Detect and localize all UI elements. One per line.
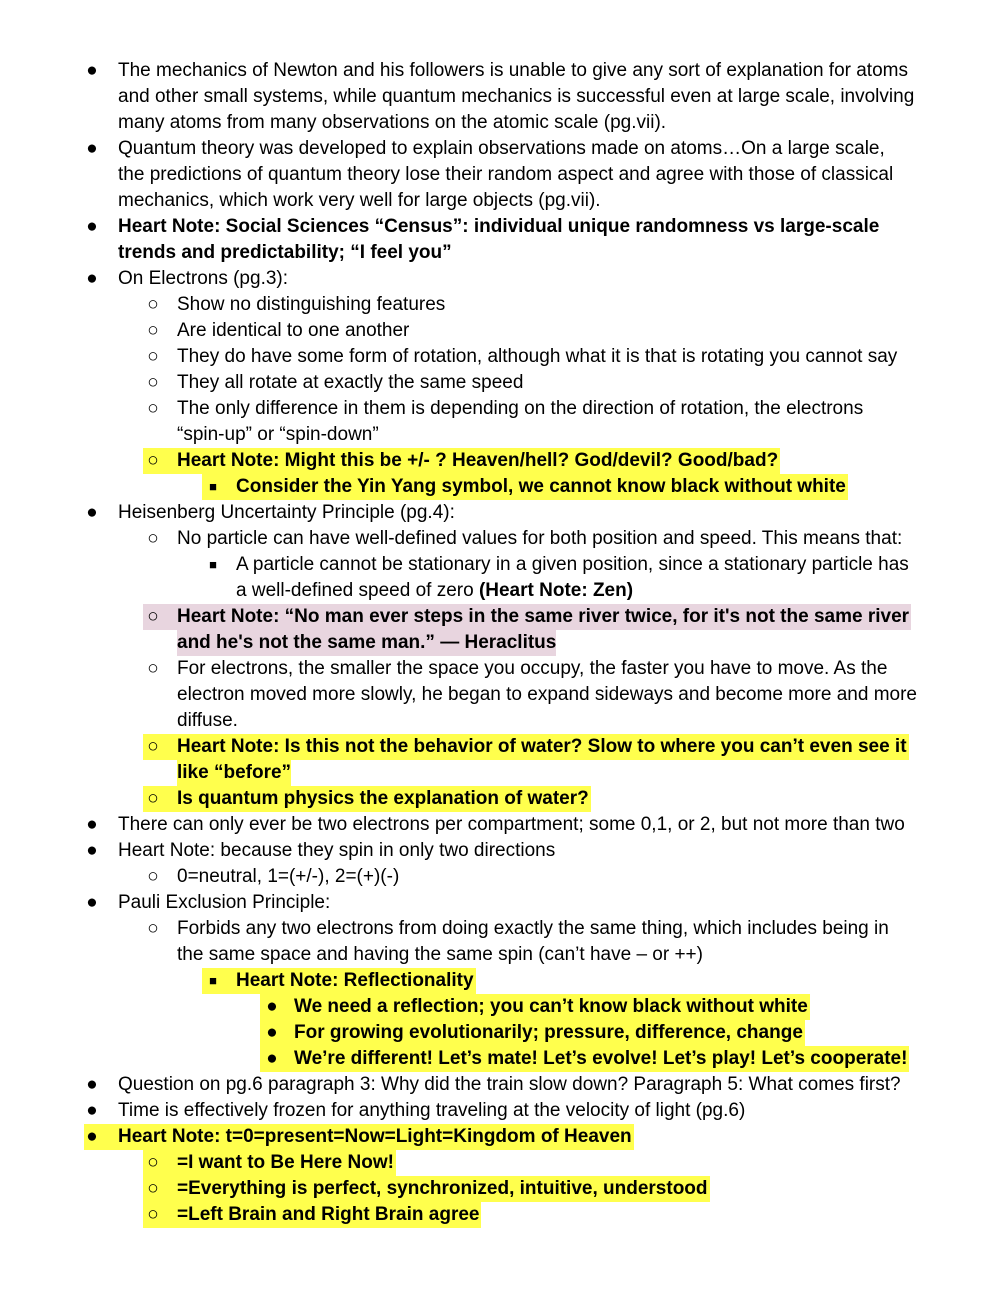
list-item-level-0 — [0, 890, 1000, 916]
list-item-level-0 — [0, 266, 1000, 292]
bullet-icon: ○ — [147, 918, 159, 939]
bullet-icon: ○ — [147, 450, 159, 471]
text-run: We’re different! Let’s mate! Let’s evolve! Let’s play! Let’s cooperate! — [294, 1048, 908, 1069]
text-run: Question on pg.6 paragraph 3: Why did the train slow down? Paragraph 5: What comes first? — [118, 1074, 901, 1095]
list-item-text — [118, 214, 879, 240]
list-item-level-1 — [0, 630, 1000, 656]
list-item-text — [177, 526, 902, 552]
text-run: The only difference in them is depending on the direction of rotation, the electrons — [177, 398, 864, 419]
list-item-level-1 — [0, 1150, 1000, 1176]
bullet-icon: ○ — [147, 1178, 159, 1199]
text-run: For electrons, the smaller the space you occupy, the faster you have to move. As the — [177, 658, 888, 679]
list-item-level-1 — [0, 1202, 1000, 1228]
list-item-level-1 — [0, 682, 1000, 708]
list-item-level-3 — [0, 994, 1000, 1020]
text-run: There can only ever be two electrons per compartment; some 0,1, or 2, but not more than two — [118, 814, 905, 835]
list-item-text — [177, 682, 917, 708]
list-item-level-0 — [0, 110, 1000, 136]
text-run: like “before” — [177, 762, 292, 783]
bullet-icon: ● — [86, 814, 98, 835]
bullet-icon: ○ — [147, 736, 159, 757]
list-item-level-0 — [0, 812, 1000, 838]
bullet-icon: ○ — [147, 866, 159, 887]
list-item-text — [177, 760, 291, 786]
text-run: No particle can have well-defined values for both position and speed. This means that: — [177, 528, 903, 549]
list-item-level-0 — [0, 1072, 1000, 1098]
list-item-level-0 — [0, 188, 1000, 214]
text-run: On Electrons (pg.3): — [118, 268, 289, 289]
list-item-text — [143, 1202, 481, 1228]
text-run: A particle cannot be stationary in a given position, since a stationary particle has — [236, 554, 909, 575]
text-run: trends and predictability; “I feel you” — [118, 242, 452, 263]
list-item-level-2 — [0, 552, 1000, 578]
bullet-icon: ● — [86, 892, 98, 913]
bullet-icon: ● — [86, 1126, 98, 1147]
bullet-icon: ○ — [147, 398, 159, 419]
bullet-icon: ○ — [147, 606, 159, 627]
list-item-text — [260, 1020, 805, 1046]
list-item-text — [177, 422, 379, 448]
list-item-level-1 — [0, 1176, 1000, 1202]
text-run: mechanics, which work very well for large objects (pg.vii). — [118, 190, 601, 211]
list-item-level-1 — [0, 422, 1000, 448]
list-item-level-1 — [0, 864, 1000, 890]
list-item-text — [202, 474, 848, 500]
text-run: many atoms from many observations on the atomic scale (pg.vii). — [118, 112, 667, 133]
list-item-level-1 — [0, 396, 1000, 422]
list-item-level-0 — [0, 240, 1000, 266]
list-item-level-1 — [0, 292, 1000, 318]
text-run: diffuse. — [177, 710, 238, 731]
bullet-icon: ● — [86, 138, 98, 159]
list-item-level-1 — [0, 656, 1000, 682]
list-item-text — [143, 448, 780, 474]
text-run: Heart Note: because they spin in only two directions — [118, 840, 556, 861]
text-run: “spin-up” or “spin-down” — [177, 424, 379, 445]
text-run: Time is effectively frozen for anything traveling at the velocity of light (pg.6) — [118, 1100, 746, 1121]
list-item-level-1 — [0, 526, 1000, 552]
list-item-level-1 — [0, 916, 1000, 942]
text-run: a well-defined speed of zero — [236, 580, 479, 601]
list-item-text — [118, 188, 601, 214]
list-item-text — [143, 786, 591, 812]
text-run: They all rotate at exactly the same speed — [177, 372, 524, 393]
list-item-level-0 — [0, 58, 1000, 84]
bullet-icon: ● — [86, 1100, 98, 1121]
list-item-level-1 — [0, 734, 1000, 760]
text-run: =Everything is perfect, synchronized, intuitive, understood — [177, 1178, 708, 1199]
text-run: Heisenberg Uncertainty Principle (pg.4): — [118, 502, 455, 523]
text-run: 0=neutral, 1=(+/-), 2=(+)(-) — [177, 866, 400, 887]
list-item-text — [118, 1072, 901, 1098]
list-item-level-1 — [0, 370, 1000, 396]
bullet-icon: ○ — [147, 346, 159, 367]
bullet-icon: ● — [266, 1022, 278, 1043]
list-item-text — [84, 1124, 634, 1150]
text-run: Pauli Exclusion Principle: — [118, 892, 331, 913]
list-item-level-2 — [0, 968, 1000, 994]
list-item-level-0 — [0, 1124, 1000, 1150]
text-run: =Left Brain and Right Brain agree — [177, 1204, 480, 1225]
bullet-icon: ○ — [147, 294, 159, 315]
list-item-level-3 — [0, 1020, 1000, 1046]
bullet-icon: ● — [86, 502, 98, 523]
text-run: Quantum theory was developed to explain observations made on atoms…On a large scale, — [118, 138, 885, 159]
text-run: Heart Note: Might this be +/- ? Heaven/hell? God/devil? Good/bad? — [177, 450, 779, 471]
bullet-icon: ● — [86, 840, 98, 861]
list-item-level-0 — [0, 214, 1000, 240]
bullet-icon: ○ — [147, 1204, 159, 1225]
text-run: Heart Note: “No man ever steps in the same river twice, for it's not the same river — [177, 606, 910, 627]
list-item-text — [177, 656, 887, 682]
list-item-text — [143, 1150, 396, 1176]
list-item-level-0 — [0, 500, 1000, 526]
list-item-text — [118, 162, 893, 188]
bullet-icon: ■ — [209, 479, 217, 494]
list-item-text — [118, 58, 908, 84]
text-run: They do have some form of rotation, although what it is that is rotating you cannot say — [177, 346, 898, 367]
bullet-icon: ○ — [147, 372, 159, 393]
heart-note-inline: (Heart Note: Zen) — [478, 580, 634, 601]
text-run: Heart Note: t=0=present=Now=Light=Kingdom of Heaven — [118, 1126, 632, 1147]
list-item-text — [177, 864, 399, 890]
text-run: Forbids any two electrons from doing exactly the same thing, which includes being in — [177, 918, 889, 939]
list-item-text — [143, 1176, 710, 1202]
text-run: Heart Note: Reflectionality — [236, 970, 474, 991]
list-item-text — [118, 838, 555, 864]
text-run: We need a reflection; you can’t know black without white — [294, 996, 808, 1017]
list-item-text — [143, 734, 909, 760]
text-run: and he's not the same man.” — Heraclitus — [177, 632, 557, 653]
text-run: Heart Note: Is this not the behavior of water? Slow to where you can’t even see it — [177, 736, 907, 757]
text-run: Heart Note: Social Sciences “Census”: individual unique randomness vs large-scale — [118, 216, 880, 237]
list-item-level-1 — [0, 708, 1000, 734]
list-item-text — [177, 370, 523, 396]
list-item-text — [118, 240, 452, 266]
text-run: the predictions of quantum theory lose their random aspect and agree with those of classical — [118, 164, 894, 185]
list-item-text — [236, 552, 909, 578]
list-item-level-1 — [0, 760, 1000, 786]
list-item-text — [202, 968, 476, 994]
text-run: Is quantum physics the explanation of water? — [177, 788, 589, 809]
list-item-text — [177, 344, 897, 370]
text-run: The mechanics of Newton and his followers is unable to give any sort of explanation for atoms — [118, 60, 908, 81]
list-item-text — [177, 396, 863, 422]
list-item-text — [118, 266, 288, 292]
list-item-text — [118, 136, 885, 162]
document-page — [0, 58, 1000, 1228]
text-run: and other small systems, while quantum mechanics is successful even at large scale, involving — [118, 86, 915, 107]
list-item-text — [260, 994, 810, 1020]
bullet-icon: ● — [266, 1048, 278, 1069]
list-item-text — [118, 1098, 745, 1124]
list-item-text — [177, 916, 889, 942]
list-item-text — [118, 84, 914, 110]
list-item-level-0 — [0, 162, 1000, 188]
list-item-level-1 — [0, 786, 1000, 812]
list-item-level-0 — [0, 1098, 1000, 1124]
bullet-icon: ● — [266, 996, 278, 1017]
list-item-text — [236, 578, 633, 604]
list-item-level-1 — [0, 604, 1000, 630]
bullet-icon: ○ — [147, 788, 159, 809]
bullet-icon: ● — [86, 268, 98, 289]
list-item-level-2 — [0, 474, 1000, 500]
bullet-icon: ● — [86, 60, 98, 81]
list-item-text — [177, 630, 556, 656]
list-item-level-1 — [0, 318, 1000, 344]
list-item-text — [143, 604, 911, 630]
text-run: =I want to Be Here Now! — [177, 1152, 394, 1173]
list-item-text — [118, 890, 330, 916]
list-item-text — [177, 292, 445, 318]
list-item-level-0 — [0, 84, 1000, 110]
list-item-text — [177, 942, 703, 968]
list-item-level-0 — [0, 136, 1000, 162]
list-item-level-3 — [0, 1046, 1000, 1072]
list-item-level-1 — [0, 448, 1000, 474]
text-run: Show no distinguishing features — [177, 294, 446, 315]
bullet-icon: ○ — [147, 320, 159, 341]
list-item-level-1 — [0, 344, 1000, 370]
bullet-icon: ■ — [209, 973, 217, 988]
bullet-icon: ○ — [147, 528, 159, 549]
text-run: Consider the Yin Yang symbol, we cannot know black without white — [236, 476, 846, 497]
list-item-text — [118, 500, 455, 526]
text-run: electron moved more slowly, he began to expand sideways and become more and more — [177, 684, 917, 705]
text-run: Are identical to one another — [177, 320, 410, 341]
text-run: For growing evolutionarily; pressure, difference, change — [294, 1022, 803, 1043]
bullet-icon: ● — [86, 1074, 98, 1095]
bullet-icon: ○ — [147, 658, 159, 679]
list-item-text — [260, 1046, 909, 1072]
bullet-icon: ■ — [209, 557, 217, 572]
bullet-icon: ○ — [147, 1152, 159, 1173]
list-item-text — [177, 318, 409, 344]
list-item-level-0 — [0, 838, 1000, 864]
text-run: the same space and having the same spin (can’t have – or ++) — [177, 944, 703, 965]
list-item-text — [118, 110, 666, 136]
bullet-icon: ● — [86, 216, 98, 237]
list-item-text — [177, 708, 238, 734]
list-item-text — [118, 812, 905, 838]
list-item-level-1 — [0, 942, 1000, 968]
list-item-level-2 — [0, 578, 1000, 604]
